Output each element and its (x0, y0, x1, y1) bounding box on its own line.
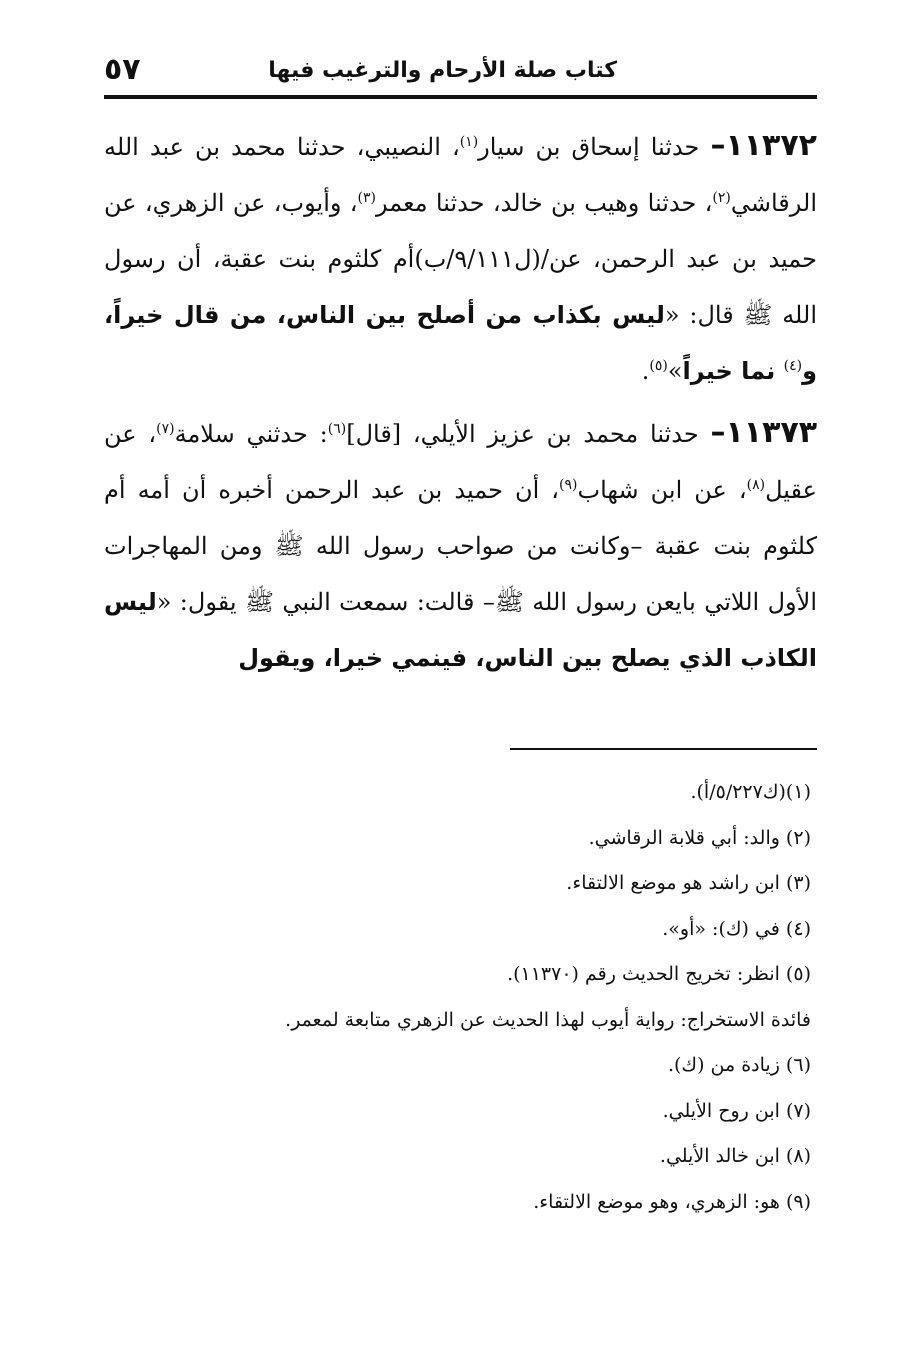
footnote-ref: (٥) (649, 358, 668, 374)
footnote: (٦) زيادة من (ك). (667, 1054, 811, 1076)
footnote-ref: (١) (459, 134, 479, 150)
footnotes (104, 770, 811, 1225)
footnote: (٢) والد: أبي قلابة الرقاشي. (588, 826, 811, 849)
hadith-matn: ليس الكاذب الذي يصلح بين الناس، فينمي خيرا، ويقول (104, 588, 817, 672)
text-run: حدثنا محمد بن عزيز الأيلي، [قال] (346, 420, 711, 448)
footnote: (٣) ابن راشد هو موضع الالتقاء. (566, 872, 811, 894)
book-title: كتاب صلة الأرحام والترغيب فيها (268, 58, 617, 83)
footnote-divider (510, 748, 817, 750)
text-run: : حدثني سلامة (174, 420, 328, 448)
text-run: حدثنا إسحاق بن سيار (478, 133, 711, 161)
text-run: ، وأيوب، عن الزهري، عن حميد بن عبد الرحمن، عن/(ل٩/١١١/ب)أم كلثوم بنت عقبة، أن رسول الله ﷺ قال: « (104, 189, 818, 329)
footnote-ref: (٤) (783, 358, 803, 374)
footnote: (٩) هو: الزهري، وهو موضع الالتقاء. (533, 1190, 811, 1213)
footnote-ref: (٣) (357, 190, 377, 206)
header-divider (104, 95, 817, 99)
footnote-ref: (٧) (156, 421, 175, 437)
text-run: ، عن ابن شهاب (577, 476, 747, 504)
running-header (104, 52, 817, 98)
main-text (104, 118, 817, 686)
text-run: . (641, 357, 650, 385)
footnote: (١)(ك٥/٢٢٧/أ). (690, 781, 811, 803)
footnote-ref: (٦) (327, 421, 347, 437)
text-run: ، عن عقيل (104, 420, 818, 504)
footnote-ref: (٨) (746, 477, 766, 493)
footnote: (٧) ابن روح الأيلي. (662, 1099, 811, 1122)
text-run: » (667, 357, 683, 385)
footnote-ref: (٢) (712, 190, 731, 206)
footnote-note: فائدة الاستخراج: رواية أيوب لهذا الحديث عن الزهري متابعة لمعمر. (285, 1008, 811, 1031)
text-run: ، النصيبي، حدثنا محمد بن عبد الله الرقاشي (104, 133, 817, 217)
hadith-1373 (104, 405, 817, 686)
text-run: ، حدثنا وهيب بن خالد، حدثنا معمر (376, 189, 713, 217)
footnote-ref: (٩) (559, 477, 578, 493)
footnote: (٨) ابن خالد الأيلي. (659, 1145, 811, 1167)
footnote: (٥) انظر: تخريج الحديث رقم (١١٣٧٠). (507, 963, 811, 985)
hadith-matn: نما خيراً (682, 357, 784, 385)
footnote: (٤) في (ك): «أو». (662, 917, 811, 940)
hadith-number: ١١٣٧٣– (710, 415, 818, 450)
hadith-number: ١١٣٧٢– (710, 128, 817, 163)
text-run: ، أن حميد بن عبد الرحمن أخبره أن أمه أم كلثوم بنت عقبة –وكانت من صواحب رسول الله ﷺ ومن المهاجرات الأول اللاتي بايعن رسول الله ﷺ– قالت: سمعت النبي ﷺ يقول: « (104, 476, 817, 616)
page-number: ٥٧ (104, 52, 141, 87)
hadith-1372 (104, 118, 817, 399)
hadith-matn: ليس بكذاب من أصلح بين الناس، من قال خيراً، و (104, 301, 817, 385)
